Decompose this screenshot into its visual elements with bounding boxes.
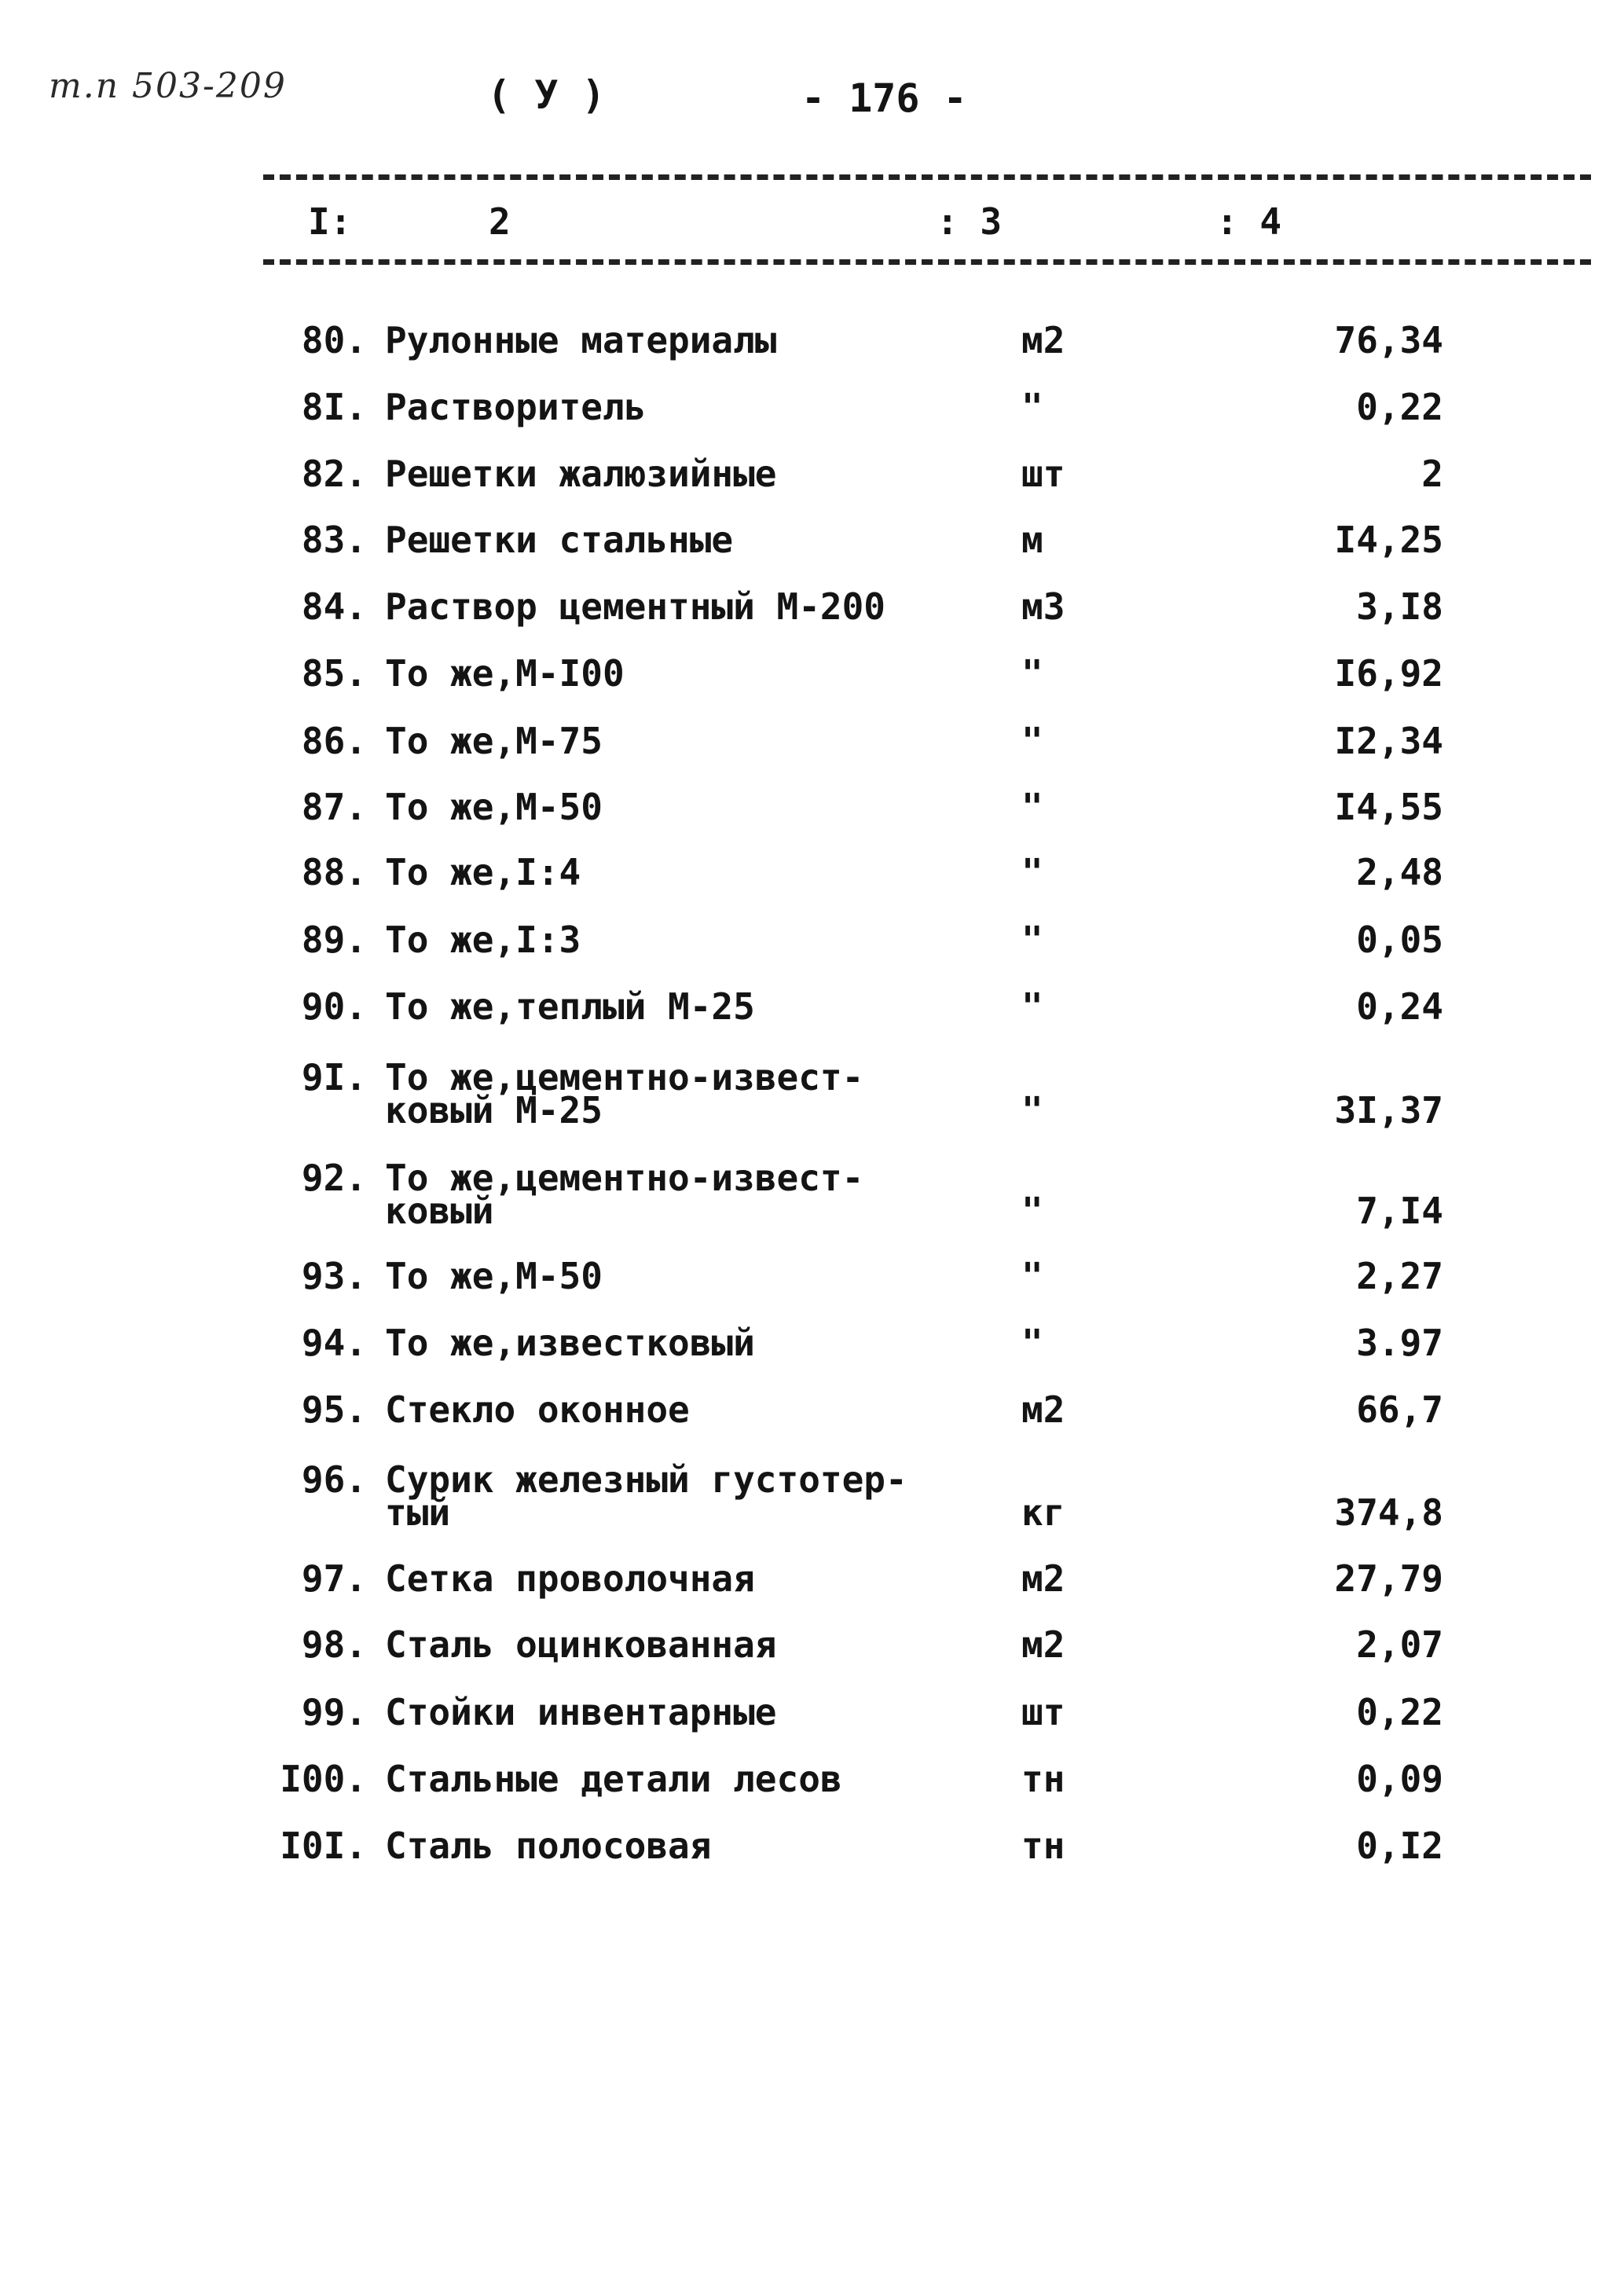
item-quantity: 27,79 xyxy=(1334,1557,1443,1600)
item-number: I00. xyxy=(280,1758,367,1800)
item-number: 84. xyxy=(301,585,367,628)
item-number: I0I. xyxy=(280,1825,367,1867)
item-unit: " xyxy=(1021,919,1043,961)
item-name: То же,известковый xyxy=(385,1322,755,1364)
item-quantity: I2,34 xyxy=(1334,720,1443,762)
item-quantity: I4,55 xyxy=(1334,786,1443,828)
item-quantity: 3,I8 xyxy=(1356,585,1443,628)
item-unit: " xyxy=(1021,652,1043,695)
item-number: 90. xyxy=(301,985,367,1028)
item-name: Решетки стальные xyxy=(385,519,734,561)
column-header-2: 2 xyxy=(489,200,511,243)
item-unit: " xyxy=(1021,720,1043,762)
page-number: - 176 - xyxy=(801,75,967,121)
item-number: 92. xyxy=(301,1157,367,1199)
item-name: Стальные детали лесов xyxy=(385,1758,842,1800)
item-number: 99. xyxy=(301,1691,367,1733)
item-number: 8I. xyxy=(301,386,367,428)
item-unit: " xyxy=(1021,786,1043,828)
item-quantity: 3I,37 xyxy=(1334,1089,1443,1131)
item-unit: м3 xyxy=(1021,585,1065,628)
item-unit: " xyxy=(1021,1322,1043,1364)
item-quantity: 0,05 xyxy=(1356,919,1443,961)
item-name: То же,М-75 xyxy=(385,720,603,762)
item-number: 88. xyxy=(301,851,367,893)
column-header-3: : 3 xyxy=(937,200,1003,243)
item-quantity: 2,27 xyxy=(1356,1255,1443,1297)
item-number: 9I. xyxy=(301,1056,367,1098)
item-name: Рулонные материалы xyxy=(385,319,777,361)
section-mark: ( У ) xyxy=(487,72,606,118)
item-quantity: 0,I2 xyxy=(1356,1825,1443,1867)
item-number: 87. xyxy=(301,786,367,828)
item-unit: кг xyxy=(1021,1491,1065,1534)
item-unit: шт xyxy=(1021,1691,1065,1733)
item-quantity: 0,09 xyxy=(1356,1758,1443,1800)
item-unit: " xyxy=(1021,851,1043,893)
item-unit: м2 xyxy=(1021,1388,1065,1431)
item-name: То же,теплый М-25 xyxy=(385,985,755,1028)
item-name: Сталь оцинкованная xyxy=(385,1623,777,1666)
item-quantity: I6,92 xyxy=(1334,652,1443,695)
item-unit: м2 xyxy=(1021,1623,1065,1666)
item-number: 82. xyxy=(301,453,367,495)
item-unit: м xyxy=(1021,519,1043,561)
item-name: То же,М-50 xyxy=(385,786,603,828)
item-unit: м2 xyxy=(1021,319,1065,361)
item-name: То же,I:3 xyxy=(385,919,581,961)
item-name: Растворитель xyxy=(385,386,647,428)
item-unit: шт xyxy=(1021,453,1065,495)
item-number: 86. xyxy=(301,720,367,762)
item-quantity: 3.97 xyxy=(1356,1322,1443,1364)
item-unit: " xyxy=(1021,386,1043,428)
document-stamp: т.п 503-209 xyxy=(49,66,287,106)
item-unit: " xyxy=(1021,1089,1043,1131)
item-name: То же,М-I00 xyxy=(385,652,625,695)
item-name: Стекло оконное xyxy=(385,1388,690,1431)
item-number: 94. xyxy=(301,1322,367,1364)
item-name: Раствор цементный М-200 xyxy=(385,585,885,628)
item-quantity: 2,48 xyxy=(1356,851,1443,893)
item-name: Решетки жалюзийные xyxy=(385,453,777,495)
item-number: 98. xyxy=(301,1623,367,1666)
item-name: То же,М-50 xyxy=(385,1255,603,1297)
item-unit: тн xyxy=(1021,1825,1065,1867)
item-quantity: 2 xyxy=(1421,453,1443,495)
item-name: Стойки инвентарные xyxy=(385,1691,777,1733)
item-quantity: I4,25 xyxy=(1334,519,1443,561)
item-number: 89. xyxy=(301,919,367,961)
item-unit: " xyxy=(1021,1255,1043,1297)
item-name: То же,цементно-извест- ковый М-25 xyxy=(385,1056,864,1131)
item-quantity: 0,22 xyxy=(1356,1691,1443,1733)
item-number: 85. xyxy=(301,652,367,695)
item-number: 83. xyxy=(301,519,367,561)
item-quantity: 2,07 xyxy=(1356,1623,1443,1666)
item-number: 96. xyxy=(301,1458,367,1501)
item-name: Сталь полосовая xyxy=(385,1825,712,1867)
item-name: То же,I:4 xyxy=(385,851,581,893)
item-quantity: 374,8 xyxy=(1334,1491,1443,1534)
column-header-1: I: xyxy=(308,200,352,243)
item-number: 80. xyxy=(301,319,367,361)
item-quantity: 66,7 xyxy=(1356,1388,1443,1431)
item-unit: " xyxy=(1021,1190,1043,1232)
item-name: Сурик железный густотер- тый xyxy=(385,1458,907,1534)
item-quantity: 76,34 xyxy=(1334,319,1443,361)
item-quantity: 7,I4 xyxy=(1356,1190,1443,1232)
column-header-4: : 4 xyxy=(1216,200,1282,243)
item-unit: тн xyxy=(1021,1758,1065,1800)
item-number: 97. xyxy=(301,1557,367,1600)
item-name: То же,цементно-извест- ковый xyxy=(385,1157,864,1232)
item-number: 93. xyxy=(301,1255,367,1297)
item-number: 95. xyxy=(301,1388,367,1431)
item-unit: " xyxy=(1021,985,1043,1028)
item-unit: м2 xyxy=(1021,1557,1065,1600)
item-quantity: 0,24 xyxy=(1356,985,1443,1028)
item-quantity: 0,22 xyxy=(1356,386,1443,428)
item-name: Сетка проволочная xyxy=(385,1557,755,1600)
